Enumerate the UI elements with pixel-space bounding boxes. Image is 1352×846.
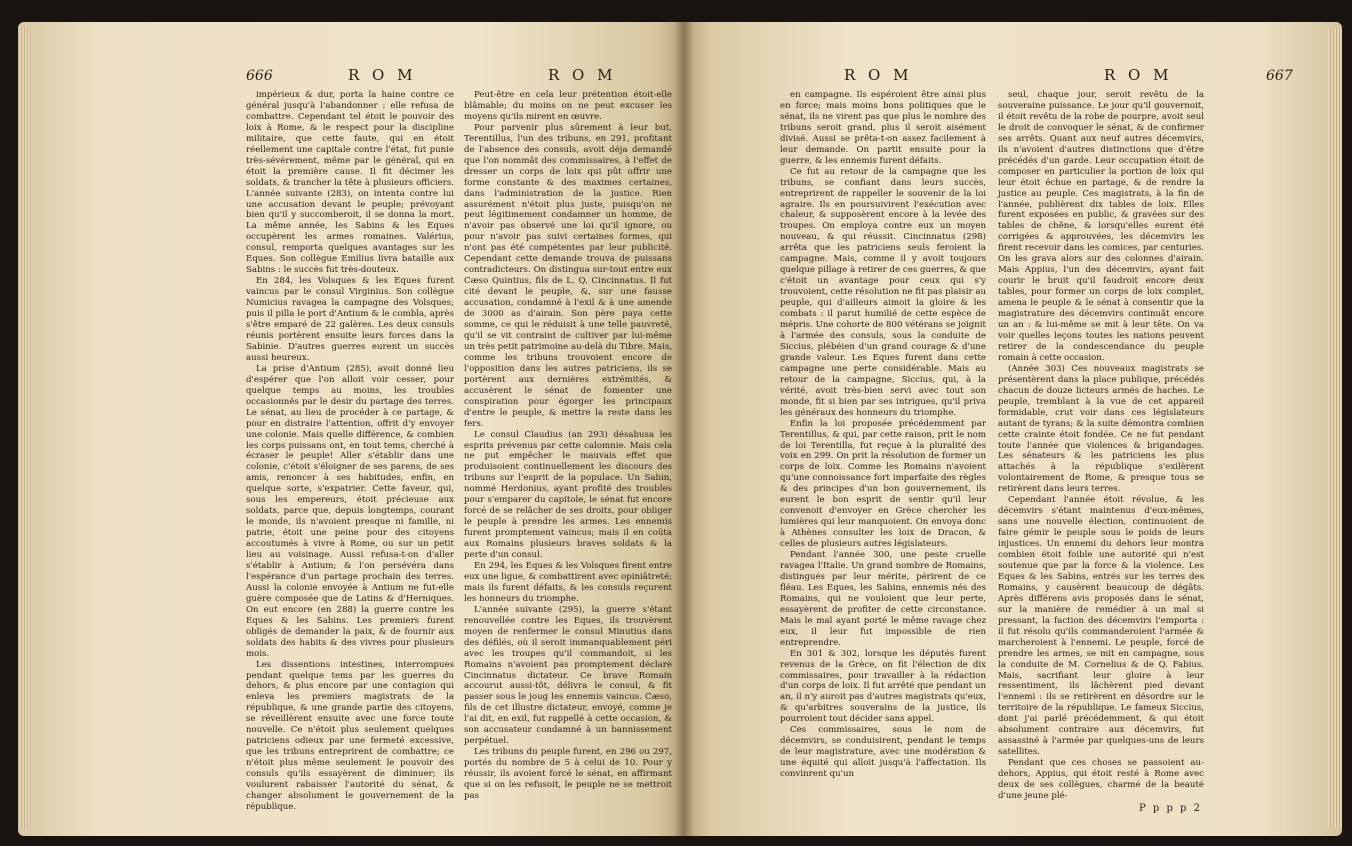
paragraph: L'année suivante (295), la guerre s'étant renouvellée contre les Eques, ils trouvèrent moyen de renfermer le consul Minutius dans des défilés, où il seroit immanquablement péri avec les troupes qu'il commandoit, si les Romains n'avoient pas promptement déclaré Cincinnatus dictateur. Ce brave Romain accourut aussi-tôt, délivra le consul, & fit passer sous le joug les ennemis vaincus. Cæso, fils de cet illustre dictateur, envoyé, comme je l'ai dit, en exil, fut rappellé à cette occasion, & son accusateur condamné à un bannissement perpétuel. (464, 604, 672, 747)
left-column-1 (246, 90, 454, 813)
left-page-edges (18, 28, 32, 828)
left-column-2 (464, 90, 672, 802)
left-page (18, 22, 684, 836)
right-column-1 (780, 90, 986, 780)
right-page-number: 667 (1266, 68, 1293, 84)
left-running-head-col2: R O M (548, 66, 617, 84)
right-running-head-col2: R O M (1104, 66, 1173, 84)
signature-mark: P p p p 2 (1138, 803, 1202, 814)
paragraph: (Année 303) Ces nouveaux magistrats se présentèrent dans la place publique, précédés chacun de douze licteurs armés de haches. Le peuple, tremblant à la vue de cet appareil formidable, crut voir dans ces législateurs autant de tyrans; & la suite démontra combien cette crainte étoit fondée. Ce ne fut pendant toute l'année que violences & brigandages. Les sénateurs & les patriciens les plus attachés à la république s'exilèrent volontairement de Rome, & presque tous se retirèrent dans leurs terres. (998, 363, 1204, 495)
paragraph: Les dissentions intestines, interrompues pendant quelque tems par les guerres du dehors, & plus encore par une contagion qui enleva les premiers magistrats de la république, & une grande partie des citoyens, se réveillèrent ensuite avec une force toute nouvelle. Ce n'étoit plus seulement quelques patriciens odieux par une fermeté excessive, que les tribuns entreprirent de combattre; ce n'étoit plus même seulement le pouvoir des consuls qu'ils essayèrent de diminuer; ils voulurent rabaisser l'autorité du sénat, & changer absolument le gouvernement de la république. (246, 659, 454, 812)
paragraph: Pour parvenir plus sûrement à leur but, Terentillus, l'un des tribuns, en 291, profitant de l'absence des consuls, avoit déja demandé que l'on nommât des commissaires, à l'effet de dresser un corps de loix qui pût offrir une forme constante & des maximes certaines, dans l'administration de la justice. Rien assurément n'étoit plus juste, puisqu'on ne peut légitimement condamner un homme, de n'avoir pas observé une loi qu'il ignore, ou pour n'avoir pas suivi certaines formes, qui n'ont pas été compétentes par leur publicité. Cependant cette demande trouva de puissans contradicteurs. On distingua sur-tout entre eux Cæso Quintius, fils de L. Q. Cincinnatus. Il fut cité devant le peuple, &, sur une fausse accusation, condamné à l'exil & à une amende de 3000 as d'airain. Son père paya cette somme, ce qui le réduisit à une telle pauvreté, qu'il se vit contraint de cultiver par lui-même un très petit patrimoine au-delà du Tibre. Mais, comme les tribuns trouvoient encore de l'opposition dans les autres patriciens, ils se portèrent aux dernières extrémités, & accusèrent le sénat de fomenter une conspiration pour égorger les principaux d'entre le peuple, & mettre la reste dans les fers. (464, 122, 672, 429)
right-running-head: R O M (844, 66, 913, 84)
open-book (10, 22, 1342, 836)
paragraph: Enfin la loi proposée précédemment par Terentillus, & qui, par cette raison, prit le nom de loi Terentilla, fut reçue à la pluralité des voix en 299. On prit la résolution de former un corps de loix. Comme les Romains n'avoient qu'une connoissance fort imparfaite des règles & des principes d'un bon gouvernement, ils eurent le bon esprit de sentir qu'il leur convenoit d'envoyer en Grèce chercher les lumières qui leur manquoient. On envoya donc à Athènes consulter les loix de Dracon, & celles de plusieurs autres législateurs. (780, 418, 986, 550)
left-running-head: R O M (348, 66, 417, 84)
right-page (684, 22, 1342, 836)
paragraph: Ce fut au retour de la campagne que les tribuns, se confiant dans leurs succès, entreprirent de rappeller le souvenir de la loi agraire. Ils en poursuivirent l'exécution avec chaleur, & supposèrent encore à la levée des troupes. On employa contre eux un moyen nouveau, & qui réussit. Cincinnatus (298) arrêta que les patriciens seuls feroient la campagne. Mais, comme il y avoit toujours quelque pillage à retirer de ces guerres, & que c'étoit un avantage pour ceux qui s'y trouvoient, cette résolution ne fit pas plaisir au peuple, qui d'ailleurs aimoit la gloire & les combats : il parut humilié de cette espèce de mépris. Une cohorte de 800 vétérans se joignit à l'armée des consuls, sous la conduite de Siccius, plébéien d'un grand courage & d'une grande valeur. Les Eques furent dans cette campagne une perte considérable. Mais au retour de la campagne, Siccius, qui, à la vérité, avoit très-bien servi avec tout son monde, fit si bien par ses intrigues, qu'il priva les généraux des honneurs du triomphe. (780, 166, 986, 418)
paragraph: Le consul Claudius (an 293) désabusa les esprits prévenus par cette calomnie. Mais cela ne put empêcher le mauvais effet que produisoient continuellement les discours des tribuns sur l'esprit de la populace. Un Sabin, nommé Herdonius, ayant profité des troubles pour s'emparer du capitole, le sénat fut encore forcé de se relâcher de ses droits, pour obliger le peuple à prendre les armes. Les ennemis furent promptement vaincus; mais il en coûta aux Romains plusieurs braves soldats & la perte d'un consul. (464, 429, 672, 561)
paragraph: Ces commissaires, sous le nom de décemvirs, se conduisirent, pendant le temps de leur magistrature, avec une modération & une équité qui alloit jusqu'à l'affectation. Ils convinrent qu'un (780, 725, 986, 780)
paragraph: En 284, les Volsques & les Eques furent vaincus par le consul Virginius. Son collègue Numicius ravagea la campagne des Volsques; puis il pilla le port d'Antium & le combla, après s'être emparé de 22 galères. Les deux consuls réunis portèrent ensuite leurs forces dans la Sabinie. D'autres guerres eurent un succès aussi heureux. (246, 276, 454, 363)
paragraph: Peut-être en cela leur prétention étoit-elle blâmable; du moins on ne peut excuser les moyens qu'ils mirent en œuvre. (464, 90, 672, 122)
paragraph: Cependant l'année étoit révolue, & les décemvirs s'étant maintenus d'eux-mêmes, sans une nouvelle élection, continuoient de faire gémir le peuple sous le poids de leurs injustices. Un ennemi du dehors leur montra combien étoit foible une autorité qui n'est soutenue que par la force & la violence. Les Eques & les Sabins, entrés sur les terres des Romains, y causèrent beaucoup de dégâts. Après différens avis proposés dans le sénat, sur la manière de remédier à un mal si pressant, la faction des décemvirs l'emporta : il fut résolu qu'ils commanderoient l'armée & marcheroient à l'ennemi. Le peuple, forcé de prendre les armes, se mit en campagne, sous la conduite de M. Cornelius & de Q. Fabius. Mais, sacrifiant leur gloire à leur ressentiment, ils lâchèrent pied devant l'ennemi : ils se retirèrent en désordre sur le territoire de la république. Le fameux Siccius, dont j'ai parlé précédemment, & qui étoit absolument contraire aux décemvirs, fut assassiné à l'armée par quelques-uns de leurs satellites. (998, 495, 1204, 758)
paragraph: impérieux & dur, porta la haine contre ce général jusqu'à l'abandonner : elle refusa de combattre. Cependant tel étoit le pouvoir des loix à Rome, & le respect pour la discipline militaire, que cette faute, qui en étoit réellement une capitale contre l'état, fut punie très-sévérement, même par le général, qui en étoit la première cause. Il fit décimer les soldats, & trancher la tête à plusieurs officiers. L'année suivante (283), on intenta contre lui une accusation devant le peuple; prévoyant bien qu'il y succomberoit, il se donna la mort. La même année, les Sabins & les Eques occupèrent les armes romaines. Valérius, consul, remporta quelques avantages sur les Eques. Son collègue Emilius livra bataille aux Sabins : le succès fut très-douteux. (246, 90, 454, 276)
paragraph: En 301 & 302, lorsque les députés furent revenus de la Grèce, on fit l'élection de dix commissaires, pour travailler à la rédaction d'un corps de loix. Il fut arrêté que pendant un an, il n'y auroit pas d'autres magistrats qu'eux, & qu'arbitres souverains de la justice, ils pourroient tout décider sans appel. (780, 648, 986, 725)
paragraph: Pendant que ces choses se passoient au-dehors, Appius, qui étoit resté à Rome avec deux de ses collègues, charmé de la beauté d'une jeune plé- (998, 758, 1204, 801)
paragraph: En 294, les Eques & les Volsques firent entre eux une ligue, & combattirent avec opiniâtreté; mais ils furent défaits, & les consuls reçurent les honneurs du triomphe. (464, 560, 672, 604)
right-column-2 (998, 90, 1204, 802)
paragraph: en campagne. Ils espéroient être ainsi plus en force; mais moins bons politiques que le sénat, ils ne virent pas que plus le nombre des tribuns seroit grand, plus il seroit aisément divisé. Aussi se prêta-t-on assez facilement à leur demande. On partit ensuite pour la guerre, & les ennemis furent défaits. (780, 90, 986, 166)
paragraph: Les tribuns du peuple furent, en 296 ou 297, portés du nombre de 5 à celui de 10. Pour y réussir, ils avoient forcé le sénat, en affirmant que si on les refusoit, le peuple ne se mettroit pas (464, 747, 672, 801)
left-page-number: 666 (246, 68, 273, 84)
paragraph: seul, chaque jour, seroit revêtu de la souveraine puissance. Le jour qu'il gouvernoit, il étoit revêtu de la robe de pourpre, avoit seul le droit de convoquer le sénat, & de confirmer ses arrêts. Quant aux neuf autres décemvirs, ils n'avoient d'autres distinctions que d'être précédés d'un garde. Leur occupation étoit de composer en particulier la portion de loix qui leur étoit échue en partage, & de rendre la justice au peuple. Ces magistrats, à la fin de l'année, publièrent dix tables de loix. Elles furent exposées en public, & gravées sur des tables de chêne, & lorsqu'elles eurent été corrigées & approuvées, les décemvirs les firent recevoir dans les comices, par centuries. On les grava alors sur des colonnes d'airain. Mais Appius, l'un des décemvirs, ayant fait courir le bruit qu'il faudroit encore deux tables, pour former un corps de loix complet, amena le peuple & le sénat à consentir que la magistrature des décemvirs continuât encore un an : & lui-même se mit à leur tête. On va voir quelles leçons toutes les nations peuvent retirer de la condescendance du peuple romain à cette occasion. (998, 90, 1204, 363)
paragraph: La prise d'Antium (285), avoit donné lieu d'espérer que l'on alloit voir cesser, pour quelque temps au moins, les troubles occasionnés par le desir du partage des terres. Le sénat, au lieu de procéder à ce partage, & pour en distraire l'attention, offrit d'y envoyer une colonie. Mais quelle différence, & combien les corps puissans ont, en tout tems, cherché à écraser le peuple! Aller s'établir dans une colonie, c'étoit s'éloigner de ses parens, de ses amis, renoncer à ses habitudes, enfin, en quelque sorte, s'expatrier. Cette faveur, qui, sous les empereurs, étoit précieuse aux soldats, parce que, depuis longtemps, courant le monde, ils n'avoient presque ni famille, ni patrie, étoit une peine pour des citoyens accoutumés à vivre à Rome, ou sur un petit lieu au voisinage. Aussi refusa-t-on d'aller s'établir à Antium; & l'on persévéra dans l'espérance d'un partage prochain des terres. Aussi la colonie envoyée à Antium ne fut-elle guère composée que de Latins & d'Herniques. On eut encore (en 288) la guerre contre les Eques & les Sabins. Les premiers furent obligés de demander la paix, & de fournir aux soldats des habits & des vivres pour plusieurs mois. (246, 363, 454, 659)
paragraph: Pendant l'année 300, une peste cruelle ravagea l'Italie. Un grand nombre de Romains, distingués par leur mérite, périrent de ce fléau. Les Eques, les Sabins, ennemis nés des Romains, qui ne vouloient que leur perte, essayèrent de profiter de cette circonstance. Mais le mal ayant porté le même ravage chez eux, il leur fut impossible de rien entreprendre. (780, 550, 986, 648)
right-page-edges (1328, 28, 1342, 828)
book-gutter (674, 22, 694, 836)
